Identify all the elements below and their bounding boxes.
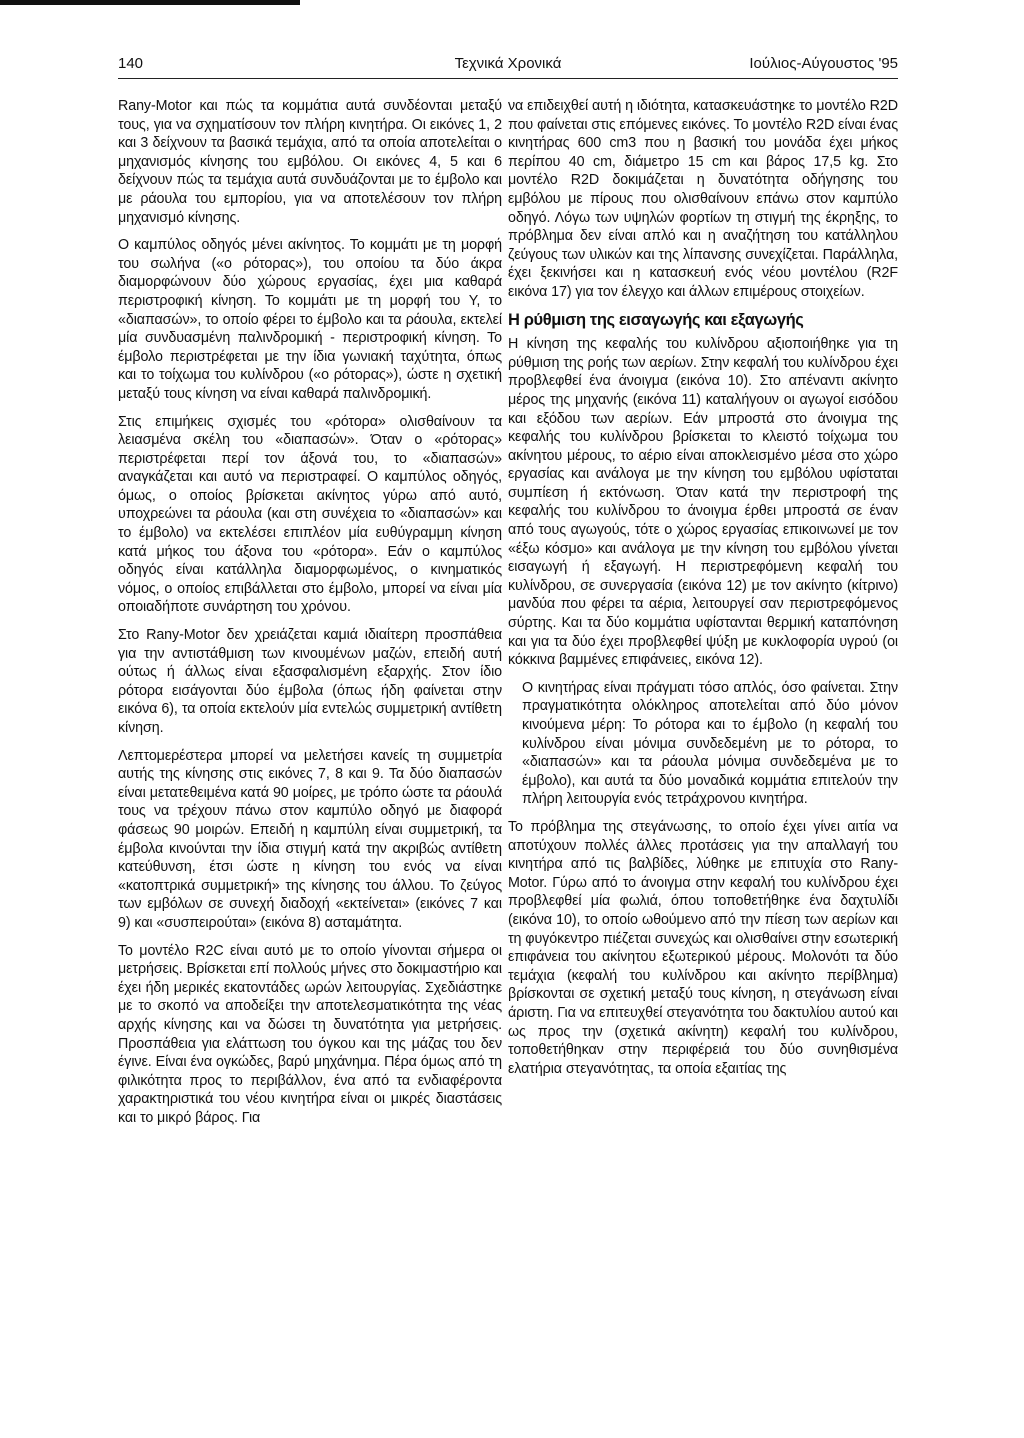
- section-heading: Η ρύθμιση της εισαγωγής και εξαγωγής: [508, 310, 804, 329]
- paragraph: Στις επιμήκεις σχισμές του «ρότορα» ολισθαίνουν τα λειασμένα σκέλη του «διαπασών». Όταν ο «ρότορας» περιστρέφεται περί τον άξονά του, το «διαπασών» αναγκάζεται και αυτό να περιστραφεί. Ο καμπύλος οδηγός, όμως, ο οποίος βρίσκεται ακίνητος γύρω από αυτό, υποχρεώνει τα ράουλα (και στη συνέχεια το «διαπασών» και το έμβολο) να εκτελέσει επιπλέον μία ευθύγραμμη κίνηση κατά μήκος του άξονα του «ρότορα». Εάν ο καμπύλος οδηγός είναι κατάλληλα διαμορφωμένος, ο κινηματικός νόμος, ο οποίος επιβάλλεται στο έμβολο, μπορεί να είναι μία οποιαδήποτε συνάρτηση του χρόνου.: [118, 413, 502, 616]
- journal-title: Τεχνικά Χρονικά: [454, 55, 562, 72]
- left-column: [118, 97, 502, 1136]
- page-number: 140: [118, 55, 144, 72]
- paragraph: Το πρόβλημα της στεγάνωσης, το οποίο έχει γίνει αιτία να αποτύχουν πολλές άλλες προτάσεις για την απαλλαγή του κινητήρα από τις βαλβίδες, λύθηκε με επιτυχία στο Rany-Motor. Γύρω από το άνοιγμα στην κεφαλή του κυλίνδρου έχει προβλεφθεί μία φωλιά, όπου τοποθετήθηκε ένα δαχτυλίδι (εικόνα 10), το οποίο ωθούμενο από την πίεση των αερίων και τη φυγόκεντρο πιέζεται συνεχώς και ολισθαίνει στην εσωτερική επιφάνεια του ακίνητου εξωτερικού μέρους. Μολονότι τα δύο τεμάχια (κεφαλή του κυλίνδρου και ακίνητο περίβλημα) βρίσκονται σε σχετική μεταξύ τους κίνηση, η στεγάνωση είναι άριστη. Για να επιτευχθεί στεγανότητα του δακτυλίου αυτού και ως προς την (σχετικά ακίνητη) κεφαλή του κυλίνδρου, τοποθετήθηκαν στην περιφέρειά του δύο συνηθισμένα ελατήρια στεγανότητας, τα οποία εξαιτίας της: [508, 818, 898, 1077]
- top-rule: [0, 0, 300, 5]
- paragraph: Το μοντέλο R2C είναι αυτό με το οποίο γίνονται σήμερα οι μετρήσεις. Βρίσκεται επί πολλούς μήνες στο δοκιμαστήριο και έχει ήδη μερικές εκατοντάδες ωρών λειτουργίας. Σχεδιάστηκε με το σκοπό να αποδείξει την αποτελεσματικότητα της νέας αρχής κίνησης και να δώσει τη δυνατότητα για μετρήσεις. Προσπάθεια για ελάττωση του όγκου και της μάζας του δεν έγινε. Είναι ένα ογκώδες, βαρύ μηχάνημα. Πέρα όμως από τη φιλικότητα προς το περιβάλλον, ένα από τα ενδιαφέροντα χαρακτηριστικά του νέου κινητήρα είναι οι μικρές διαστάσεις και το μικρό βάρος. Για: [118, 942, 502, 1126]
- right-column: [508, 97, 898, 1087]
- paragraph: Rany-Motor και πώς τα κομμάτια αυτά συνδέονται μεταξύ τους, για να σχηματίσουν τον πλήρη κινητήρα. Οι εικόνες 1, 2 και 3 δείχνουν τα βασικά τεμάχια, από τα οποία αποτελείται ο μηχανισμός κίνησης του εμβόλου. Οι εικόνες 4, 5 και 6 δείχνουν πώς τα τεμάχια αυτά συνδυάζονται με το έμβολο και με ράουλα του εμπορίου, για να αποτελέσουν τον πλήρη μηχανισμό κίνησης.: [118, 98, 502, 226]
- paragraph: Ο καμπύλος οδηγός μένει ακίνητος. Το κομμάτι με τη μορφή του σωλήνα («ο ρότορας»), του οποίου τα δύο άκρα διαμορφώνουν δύο χώρους εργασίας, έχει μια καθαρά περιστροφική κίνηση. Το κομμάτι με τη μορφή του Y, το «διαπασών», το οποίο φέρει το έμβολο και τα ράουλα, εκτελεί μία συνδυασμένη παλινδρομική - περιστροφική κίνηση. Το έμβολο περιστρέφεται με την ίδια γωνιακή ταχύτητα, όπως και το τοίχωμα του κυλίνδρου («ο ρότορας»), ώστε η σχετική μεταξύ τους κίνηση να είναι καθαρά παλινδρομική.: [118, 237, 502, 402]
- paragraph: Στο Rany-Motor δεν χρειάζεται καμιά ιδιαίτερη προσπάθεια για την αντιστάθμιση των κινουμένων μαζών, επειδή αυτή ούτως ή άλλως είναι εξασφαλισμένη εξαρχής. Στον ίδιο ρότορα εισάγονται δύο έμβολα (όπως ήδη φαίνεται στην εικόνα 6), τα οποία εκτελούν μία εντελώς συμμετρική αντίθετη κίνηση.: [118, 627, 502, 736]
- paragraph: να επιδειχθεί αυτή η ιδιότητα, κατασκευάστηκε το μοντέλο R2D που φαίνεται στις επόμενες εικόνες. Το μοντέλο R2D είναι ένας κινητήρας 600 cm3 που η βασική του μονάδα έχει μήκος περίπου 40 cm, διάμετρο 15 cm και βάρος 17,5 kg. Στο μοντέλο R2D δοκιμάζεται η δυνατότητα οδήγησης του εμβόλου με πίρους που ολισθαίνουν επάνω στον καμπύλο οδηγό. Λόγω των υψηλών φορτίων τη στιγμή της έκρηξης, το πρόβλημα δεν είναι απλό και η αναζήτηση του κατάλληλου ζεύγους των υλικών και της λίπανσης συνεχίζεται. Παράλληλα, έχει ξεκινήσει και η κατασκευή ενός νέου μοντέλου (R2F εικόνα 17) για τον έλεγχο και άλλων επιμέρους στοιχείων.: [508, 98, 898, 300]
- indented-paragraph: Ο κινητήρας είναι πράγματι τόσο απλός, όσο φαίνεται. Στην πραγματικότητα ολόκληρος αποτελείται από δύο μόνον κινούμενα μέρη: Το ρότορα και το έμβολο (η κεφαλή του κυλίνδρου είναι μόνιμα συνδεδεμένη με το ρότορα, το «διαπασών» και τα ράουλα μόνιμα συνδεδεμένα με το έμβολο), και αυτά τα δύο μοναδικά κομμάτια επιτελούν την πλήρη λειτουργία ενός τετράχρονου κινητήρα.: [522, 679, 898, 808]
- paragraph: Η κίνηση της κεφαλής του κυλίνδρου αξιοποιήθηκε για τη ρύθμιση της ροής των αερίων. Στην κεφαλή του κυλίνδρου έχει προβλεφθεί ένα άνοιγμα (εικόνα 10). Στο απέναντι ακίνητο μέρος της μηχανής (εικόνα 11) καταλήγουν οι αγωγοί εισόδου και εξόδου των αερίων. Εάν μπροστά στο άνοιγμα της κεφαλής του κυλίνδρου βρίσκεται το κλειστό τοίχωμα του ακίνητου μέρους, το αέριο είναι αποκλεισμένο μέσα στο χώρο εργασίας και ανάλογα με την κίνηση του εμβόλου υφίσταται συμπίεση ή εκτόνωση. Όταν κατά την περιστροφή της κεφαλής του κυλίνδρου το άνοιγμα έρθει μπροστά σε έναν από τους αγωγούς, τότε ο χώρος εργασίας επικοινωνεί με τον «έξω κόσμο» και ανάλογα με την κίνηση του εμβόλου γίνεται εισαγωγή ή εξαγωγή. Η περιστρεφόμενη κεφαλή του κυλίνδρου, σε συνεργασία (εικόνα 12) με τον ακίνητο (κίτρινο) μανδύα που φέρει τα αέρια, λειτουργεί σαν περιστρεφόμενος σύρτης. Και τα δύο κομμάτια υφίστανται θερμική καταπόνηση και για τα δύο έχει προβλεφθεί ψύξη με κυκλοφορία υγρού (οι κόκκινα βαμμένες επιφάνειες, εικόνα 12).: [508, 336, 898, 669]
- paragraph: Λεπτομερέστερα μπορεί να μελετήσει κανείς τη συμμετρία αυτής της κίνησης στις εικόνες 7, 8 και 9. Τα δύο διαπασών είναι μετατεθειμένα κατά 90 μοίρες, με τρόπο ώστε τα ράουλά τους να τρέχουν πάνω στον καμπύλο οδηγό με διαφορά φάσεως 90 μοιρών. Επειδή η καμπύλη είναι συμμετρική, τα έμβολα κινούνται την ίδια στιγμή κατά την ακριβώς αντίθετη κατεύθυνση, έτσι ώστε η κίνηση του ενός να είναι «κατοπτρικά συμμετρική» της κίνησης του άλλου. Το ζεύγος των εμβόλων σε συνεχή διαδοχή «εκτείνεται» (εικόνες 7 και 9) και «συσπειρούται» (εικόνα 8) ασταμάτητα.: [118, 747, 502, 931]
- page-header: [118, 52, 898, 79]
- issue-date: Ιούλιος-Αύγουστος '95: [749, 55, 898, 72]
